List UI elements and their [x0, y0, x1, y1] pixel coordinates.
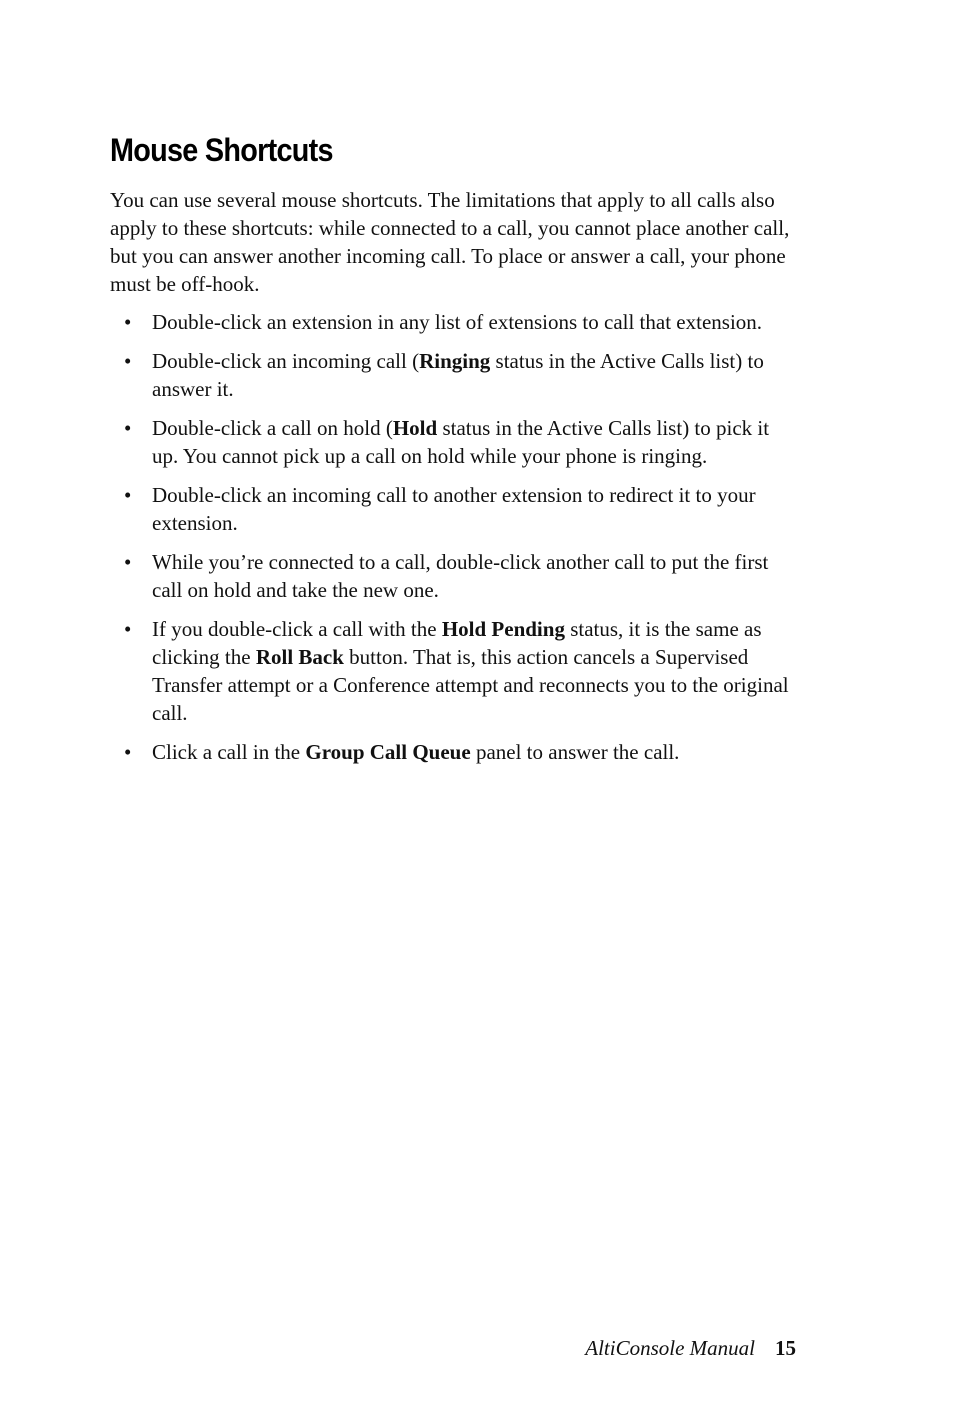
intro-paragraph: You can use several mouse shortcuts. The limitations that apply to all calls also apply to these shortcuts: while connected to a call, you cannot place another call, but you can answer another incoming call. To place or answer a call, your phone must be off-hook.	[110, 188, 790, 296]
list-item	[110, 738, 800, 766]
panel-term-group-call-queue: Group Call Queue	[305, 740, 471, 764]
list-item	[110, 481, 800, 537]
list-item-text-post: status in the Active Calls list) to pick it up. You cannot pick up a call on hold while your phone is ringing.	[152, 416, 770, 468]
page-number: 15	[775, 1336, 796, 1360]
list-item-text: Double-click an extension in any list of extensions to call that extension.	[152, 310, 763, 334]
bullet-icon: •	[124, 310, 132, 334]
bullet-icon: •	[124, 416, 132, 440]
list-item-text-pre: Double-click an incoming call (	[152, 349, 420, 373]
list-item-text-post: button. That is, this action cancels a Supervised Transfer attempt or a Conference attempt and reconnects you to the original call.	[152, 645, 789, 725]
list-item-text-post: panel to answer the call.	[470, 740, 680, 764]
list-item-text-pre: If you double-click a call with the	[152, 617, 442, 641]
list-item	[110, 347, 800, 403]
list-item-text-pre: Click a call in the	[152, 740, 306, 764]
list-item-text: While you’re connected to a call, double-click another call to put the first call on hold and take the new one.	[152, 550, 769, 602]
page-footer	[585, 1334, 796, 1362]
bullet-icon: •	[124, 550, 132, 574]
manual-title: AltiConsole Manual	[585, 1336, 755, 1360]
list-item	[110, 548, 800, 604]
button-term-roll-back: Roll Back	[255, 645, 344, 669]
list-item-text-post: status in the Active Calls list) to answer it.	[152, 349, 764, 401]
bullet-icon: •	[124, 483, 132, 507]
status-term-hold: Hold	[392, 416, 438, 440]
status-term-hold-pending: Hold Pending	[441, 617, 565, 641]
bullet-icon: •	[124, 349, 132, 373]
status-term-ringing: Ringing	[419, 349, 491, 373]
shortcut-list	[110, 308, 800, 777]
list-item	[110, 308, 800, 336]
list-item-text-mid: status, it is the same as clicking the	[152, 617, 762, 669]
page-heading: Mouse Shortcuts	[110, 132, 333, 168]
bullet-icon: •	[124, 740, 132, 764]
list-item-text-pre: Double-click a call on hold (	[152, 416, 393, 440]
list-item	[110, 615, 800, 727]
list-item-text: Double-click an incoming call to another extension to redirect it to your extension.	[152, 483, 756, 535]
bullet-icon: •	[124, 617, 132, 641]
list-item	[110, 414, 800, 470]
